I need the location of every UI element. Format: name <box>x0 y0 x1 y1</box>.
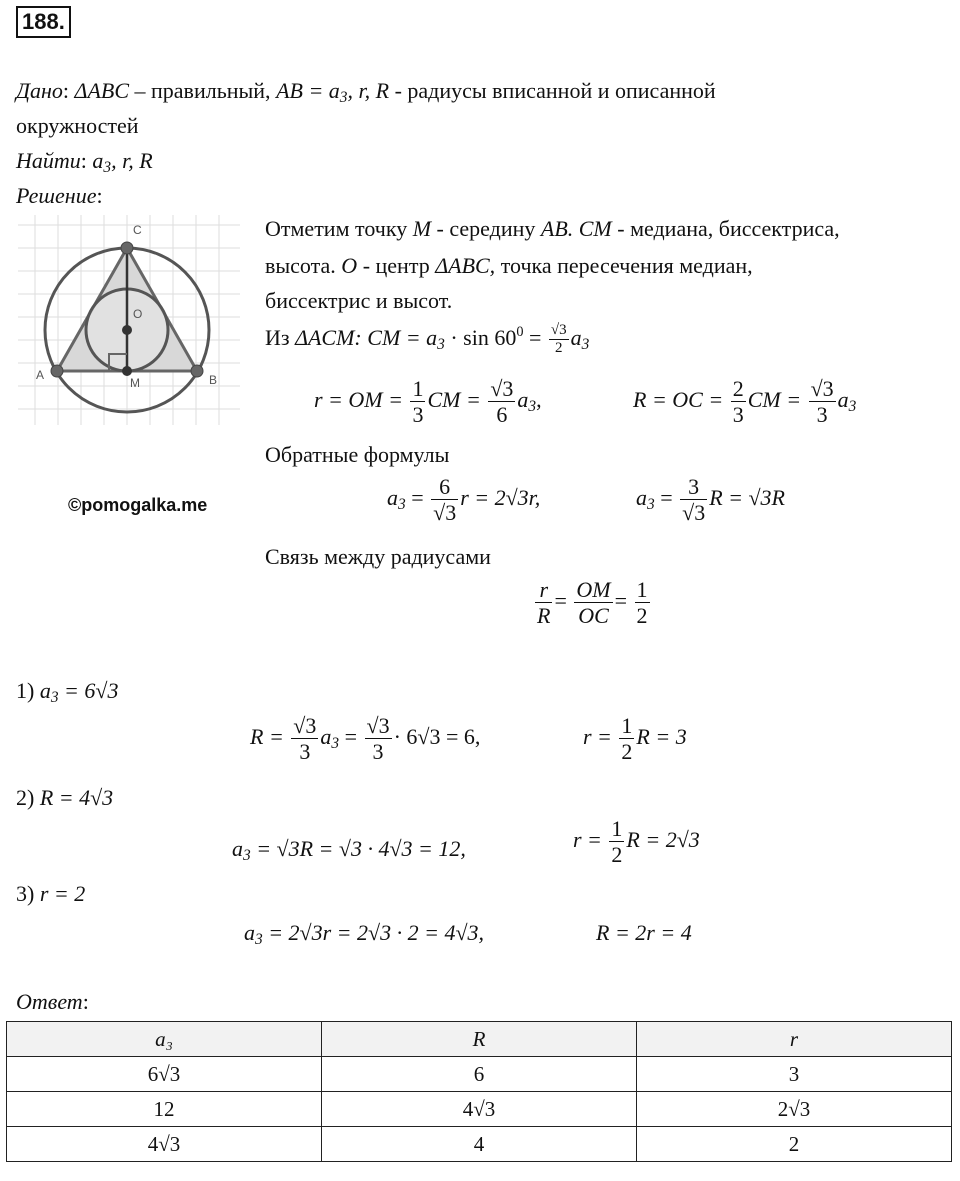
find-label: Найти <box>16 148 81 173</box>
inverse-formula-2: $a_3$ = $\frac{3}{√3}$ R = √3R <box>636 474 785 526</box>
given-regular: – правильный, <box>134 78 271 103</box>
para-line1: Отметим точку M - середину AB. CM - медиана, биссектриса, <box>265 216 840 241</box>
solution-line: Решение: <box>16 183 103 208</box>
given-label: Дано <box>16 78 63 103</box>
problem-number: 188. <box>16 6 71 38</box>
point-o <box>122 325 132 335</box>
case3-head: 3) r = 2 <box>16 881 86 906</box>
formula-r: r = OM = $\frac{1}{3}$ CM = $\frac{√3}{6}$ $a_3$, <box>314 376 542 428</box>
table-cell: 2√3 <box>637 1092 952 1127</box>
table-cell: 12 <box>7 1092 322 1127</box>
case2-r: r = $\frac{1}{2}$ R = 2√3 <box>573 816 700 868</box>
table-row <box>7 1127 952 1162</box>
case2-formula: $a_3 = √3R = √3 \cdot 4√3 = 12$, <box>232 836 466 864</box>
inverse-formula-1: $a_3$ = $\frac{6}{√3}$ r = 2√3r, <box>387 474 541 526</box>
watermark: ©pomogalka.me <box>68 495 208 515</box>
label-b: B <box>209 373 218 387</box>
table-cell: 3 <box>637 1057 952 1092</box>
table-cell: 4 <box>322 1127 637 1162</box>
table-row <box>7 1057 952 1092</box>
given-line2: окружностей <box>16 113 139 138</box>
point-b <box>191 365 203 377</box>
find-value: $a_3$, r, R <box>92 148 153 176</box>
label-o: O <box>133 307 143 321</box>
para-line2: высота. O - центр ΔABC, точка пересечения медиан, <box>265 253 753 278</box>
table-cell: 6√3 <box>7 1057 322 1092</box>
label-m: M <box>130 376 140 390</box>
answer-label: Ответ <box>16 989 83 1014</box>
given-ab: AB = $a_3$, r, R <box>276 78 390 106</box>
table-cell: 4√3 <box>322 1092 637 1127</box>
table-header: a₃ <box>7 1022 322 1057</box>
link-formula: $\frac{r}{R}$ = $\frac{OM}{OC}$ = $\frac{1}{2}$ <box>537 577 648 629</box>
case1-head: 1) $a_3 = 6√3$ <box>16 678 119 706</box>
table-cell: 6 <box>322 1057 637 1092</box>
triangle-figure <box>18 215 240 425</box>
case1-formula: R = $\frac{√3}{3}$ $a_3$ = $\frac{√3}{3}$ · 6√3 = 6, <box>250 713 481 765</box>
label-c: C <box>133 223 142 237</box>
table-cell: 2 <box>637 1127 952 1162</box>
table-row <box>7 1092 952 1127</box>
label-a: A <box>36 368 45 382</box>
point-a <box>51 365 63 377</box>
case3-r: R = 2r = 4 <box>596 920 692 945</box>
given-line: Дано: ΔABC – правильный, AB = $a_3$, r, R - радиусы вписанной и описанной <box>16 78 716 106</box>
solution-label: Решение <box>16 183 97 208</box>
inverse-label: Обратные формулы <box>265 442 450 467</box>
table-header-row <box>7 1022 952 1057</box>
answer-table <box>6 1021 952 1162</box>
find-line: Найти: $a_3$, r, R <box>16 148 153 176</box>
given-radii: - радиусы вписанной и описанной <box>394 78 716 103</box>
point-m <box>122 366 132 376</box>
case2-head: 2) R = 4√3 <box>16 785 114 810</box>
case3-formula: $a_3 = 2√3r = 2√3 \cdot 2 = 4√3$, <box>244 920 485 948</box>
table-header: r <box>637 1022 952 1057</box>
formula-big-r: R = OC = $\frac{2}{3}$ CM = $\frac{√3}{3}$ $a_3$ <box>633 376 857 428</box>
table-header: R <box>322 1022 637 1057</box>
case1-r: r = $\frac{1}{2}$ R = 3 <box>583 713 687 765</box>
given-triangle: ΔABC <box>74 78 130 103</box>
point-c <box>121 242 133 254</box>
acm-line: Из ΔACM: CM = $a_3 \cdot \sin 60^0$ = $\frac{√3}{2}$ $a_3$ <box>265 322 590 357</box>
link-label: Связь между радиусами <box>265 544 491 569</box>
para-line3: биссектрис и высот. <box>265 288 453 313</box>
answer-line: Ответ: <box>16 989 89 1014</box>
table-cell: 4√3 <box>7 1127 322 1162</box>
